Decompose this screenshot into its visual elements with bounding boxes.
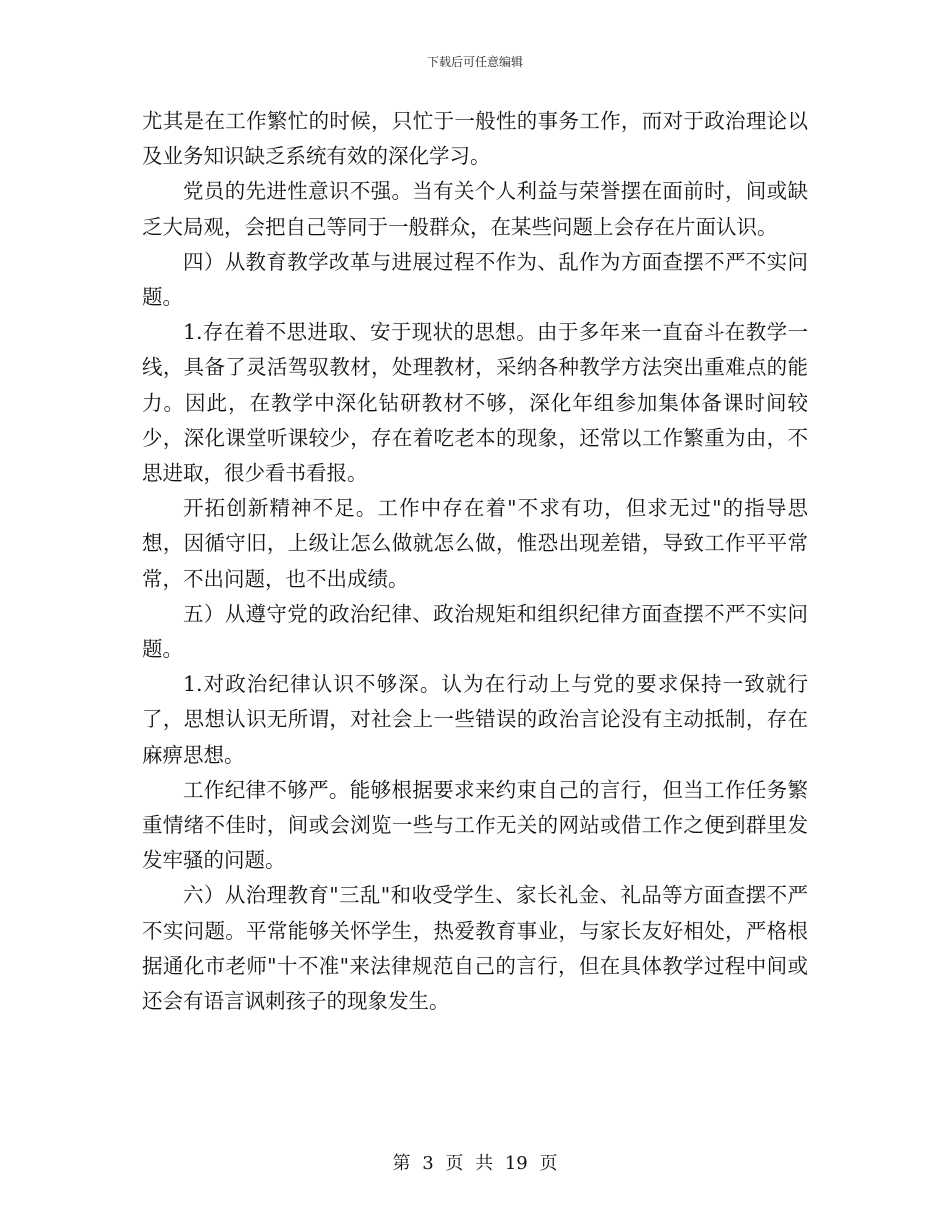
page-header: 下载后可任意编辑 (426, 55, 523, 69)
paragraph-party-awareness: 党员的先进性意识不强。当有关个人利益与荣誉摆在面前时，间或缺乏大局观，会把自己等同于一般群众，在某些问题上会存在片面认识。 (142, 179, 808, 239)
section-heading-4: 四）从教育教学改革与进展过程不作为、乱作为方面查摆不严不实问题。 (142, 249, 808, 310)
section-heading-6: 六）从治理教育"三乱"和收受学生、家长礼金、礼品等方面查摆不严不实问题。平常能够关怀学生，热爱教育事业，与家长友好相处，严格根据通化市老师"十不准"来法律规范自己的言行，但在具体教学过程中间或还会有语言讽刺孩子的现象发生。 (142, 883, 808, 1014)
paragraph-innovation: 开拓创新精神不足。工作中存在着"不求有功，但求无过"的指导思想，因循守旧，上级让怎么做就怎么做，惟恐出现差错，导致工作平平常常，不出问题，也不出成绩。 (142, 496, 808, 591)
paragraph-item-5-1: 1.对政治纪律认识不够深。认为在行动上与党的要求保持一致就行了，思想认识无所谓，对社会上一些错误的政治言论没有主动抵制，存在麻痹思想。 (142, 672, 808, 767)
document-body (142, 104, 808, 1019)
section-heading-5: 五）从遵守党的政治纪律、政治规矩和组织纪律方面查摆不严不实问题。 (142, 601, 808, 662)
paragraph-item-4-1: 1.存在着不思进取、安于现状的思想。由于多年来一直奋斗在教学一线，具备了灵活驾驭教材，处理教材，采纳各种教学方法突出重难点的能力。因此，在教学中深化钻研教材不够，深化年组参加集体备课时间较少，深化课堂听课较少，存在着吃老本的现象，还常以工作繁重为由，不思进取，很少看书看报。 (142, 320, 808, 486)
page-number-footer: 第 3 页 共 19 页 (392, 1153, 558, 1174)
paragraph-continuation: 尤其是在工作繁忙的时候，只忙于一般性的事务工作，而对于政治理论以及业务知识缺乏系统有效的深化学习。 (142, 109, 808, 169)
paragraph-work-discipline: 工作纪律不够严。能够根据要求来约束自己的言行，但当工作任务繁重情绪不佳时，间或会浏览一些与工作无关的网站或借工作之便到群里发发牢骚的问题。 (142, 777, 808, 873)
